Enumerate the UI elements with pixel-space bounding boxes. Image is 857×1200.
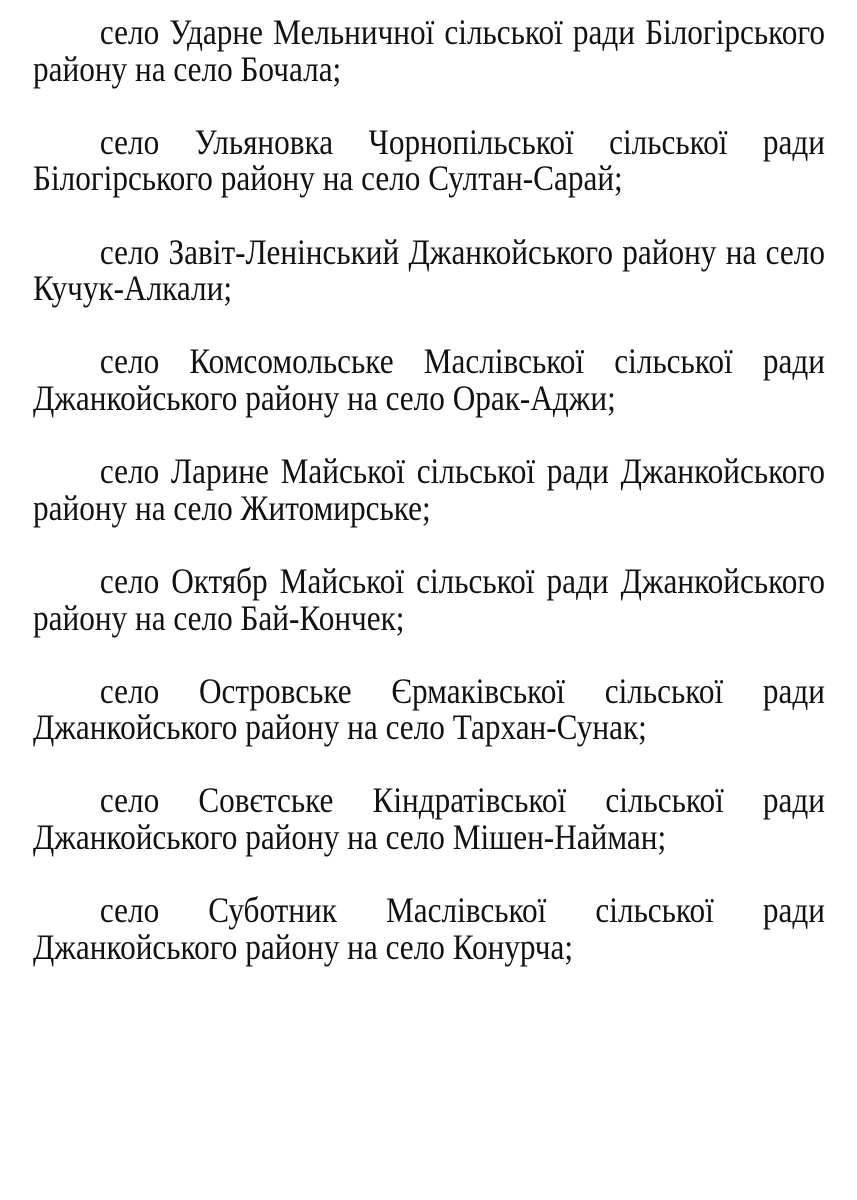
document-body <box>33 14 825 1002</box>
paragraph-ostrovske: село Островське Єрмаківської сільської ради Джанкойського району на село Тархан-Сунак; <box>33 670 825 748</box>
paragraph-laryne: село Ларине Майської сільської ради Джанкойського району на село Житомирське; <box>33 451 825 528</box>
paragraph-ulianovka: село Ульяновка Чорнопільської сільської ради Білогірського району на село Султан-Сарай; <box>33 121 825 199</box>
paragraph-sovietske: село Совєтське Кіндратівської сільської ради Джанкойського району на село Мішен-Найман; <box>33 780 825 858</box>
paragraph-udarne: село Ударне Мельничної сільської ради Білогірського району на село Бочала; <box>33 12 825 89</box>
paragraph-komsomolske: село Комсомольське Маслівської сільської ради Джанкойського району на село Орак-Аджи; <box>33 341 825 418</box>
paragraph-zavit-leninskyi: село Завіт-Ленінський Джанкойського району на село Кучук-Алкали; <box>33 231 825 309</box>
paragraph-oktiabr: село Октябр Майської сільської ради Джанкойського району на село Бай-Кончек; <box>33 560 825 638</box>
paragraph-subotnyk: село Суботник Маслівської сільської ради Джанкойського району на село Конурча; <box>33 890 825 967</box>
